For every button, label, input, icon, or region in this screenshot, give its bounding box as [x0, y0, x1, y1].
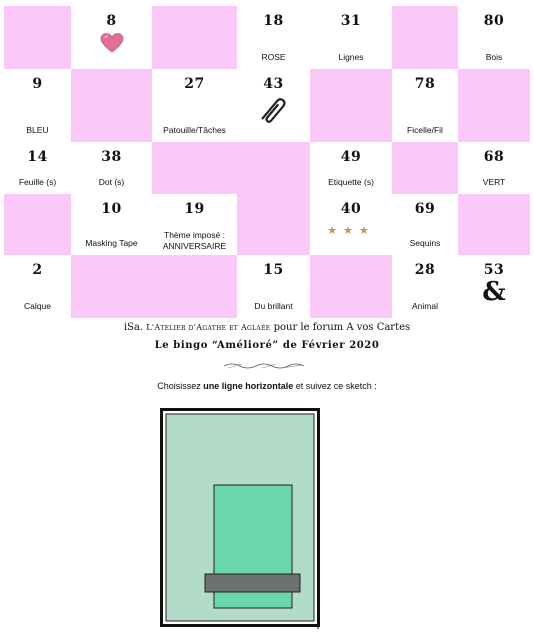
stars-icon: ★★★: [327, 225, 375, 237]
cell-label-line: Etiquette (s): [328, 177, 374, 187]
blank-cell: [458, 69, 530, 142]
cell-number: 10: [101, 201, 122, 217]
cell-label-line: ANNIVERSAIRE: [162, 241, 227, 251]
cell-number: 9: [32, 76, 43, 92]
ampersand-icon: &: [482, 277, 506, 307]
credit-prefix: iSa.: [123, 322, 144, 333]
bingo-title: Le bingo “Amélioré” de Février 2020: [154, 340, 380, 351]
cell-number: 2: [32, 262, 43, 278]
sketch-band: [205, 574, 300, 592]
atelier-brand: L'Atelier d'Agathe et Aglaée: [146, 323, 271, 332]
bingo-grid: [4, 6, 530, 318]
bingo-cell: [152, 194, 237, 255]
blank-cell: [152, 6, 237, 69]
cell-label: [458, 52, 530, 63]
blank-cell: [310, 69, 392, 142]
blank-cell: [310, 255, 392, 318]
cell-number: 53: [483, 262, 505, 278]
cell-label-line: VERT: [482, 177, 506, 187]
cell-number: 15: [263, 262, 284, 278]
cell-number: 69: [414, 201, 436, 217]
blank-cell: [237, 194, 310, 255]
bingo-cell: [310, 194, 392, 255]
blank-cell: [237, 142, 310, 194]
cell-label: [310, 177, 392, 188]
cell-label: [4, 177, 71, 188]
cell-label-line: Feuille (s): [18, 177, 57, 187]
cell-label: [4, 125, 71, 136]
heart-icon: [100, 32, 124, 59]
cell-number: 78: [414, 76, 436, 92]
card-sketch: [160, 408, 322, 630]
cell-label: [152, 125, 237, 136]
instruction-line: [0, 381, 534, 391]
bingo-cell: [4, 142, 71, 194]
bingo-cell: [458, 255, 530, 318]
cell-number: 27: [184, 76, 205, 92]
cell-number: 80: [483, 13, 505, 29]
bingo-cell: [237, 69, 310, 142]
cell-label: [152, 230, 237, 252]
bingo-cell: [152, 69, 237, 142]
cell-number: 28: [414, 262, 436, 278]
paperclip-icon: [259, 94, 289, 133]
blank-cell: [392, 142, 458, 194]
cell-label: [237, 52, 310, 63]
cell-label: [392, 125, 458, 136]
cell-number: 38: [101, 149, 122, 165]
cell-label: [71, 238, 152, 249]
credit-suffix: pour le forum A vos Cartes: [273, 322, 411, 333]
decorative-divider: [0, 357, 534, 375]
cell-label-line: Masking Tape: [85, 238, 138, 248]
cell-label-line: Thème imposé :: [164, 230, 225, 240]
cell-label-line: Animal: [412, 301, 438, 311]
cell-number: 40: [340, 201, 362, 217]
cell-label: [458, 177, 530, 188]
flourish-icon: [222, 362, 312, 370]
blank-cell: [71, 69, 152, 142]
cell-label-line: Lignes: [338, 52, 364, 62]
cell-number: 18: [263, 13, 284, 29]
bingo-cell: [392, 69, 458, 142]
cell-number: 43: [263, 76, 284, 92]
cell-number: 31: [340, 13, 362, 29]
bingo-cell: [4, 69, 71, 142]
bingo-cell: [458, 6, 530, 69]
blank-cell: [458, 194, 530, 255]
bingo-cell: [4, 255, 71, 318]
cell-label-line: Du brillant: [254, 301, 293, 311]
blank-cell: [4, 194, 71, 255]
blank-cell: [152, 142, 237, 194]
bingo-cell: [392, 194, 458, 255]
credit-line: [0, 322, 534, 333]
cell-number: 68: [483, 149, 505, 165]
cell-label-line: BLEU: [26, 125, 49, 135]
bingo-cell: [71, 6, 152, 69]
bingo-cell: [458, 142, 530, 194]
instruction-suffix: et suivez ce sketch :: [293, 381, 377, 391]
cell-number: 8: [106, 13, 117, 29]
cell-label-line: Calque: [24, 301, 51, 311]
cell-label: [392, 301, 458, 312]
cell-label-line: ROSE: [261, 52, 286, 62]
cell-label-line: Sequins: [409, 238, 441, 248]
blank-cell: [392, 6, 458, 69]
cell-label-line: Bois: [485, 52, 503, 62]
bingo-cell: [237, 6, 310, 69]
cell-label: [71, 177, 152, 188]
blank-cell: [71, 255, 152, 318]
bingo-cell: [71, 142, 152, 194]
blank-cell: [4, 6, 71, 69]
cell-label: [4, 301, 71, 312]
instruction-bold: une ligne horizontale: [203, 381, 294, 391]
cell-label: [392, 238, 458, 249]
cell-label: [237, 301, 310, 312]
bingo-cell: [310, 142, 392, 194]
cell-label: [310, 52, 392, 63]
bingo-cell: [310, 6, 392, 69]
cell-number: 49: [340, 149, 362, 165]
instruction-prefix: Choisissez: [157, 381, 204, 391]
cell-number: 14: [27, 149, 48, 165]
cell-label-line: Patouille/Tâches: [163, 125, 226, 135]
bingo-cell: [392, 255, 458, 318]
blank-cell: [152, 255, 237, 318]
cell-label-line: Ficelle/Fil: [407, 125, 443, 135]
bingo-cell: [237, 255, 310, 318]
bingo-cell: [71, 194, 152, 255]
cell-number: 19: [184, 201, 205, 217]
cell-label-line: Dot (s): [98, 177, 125, 187]
